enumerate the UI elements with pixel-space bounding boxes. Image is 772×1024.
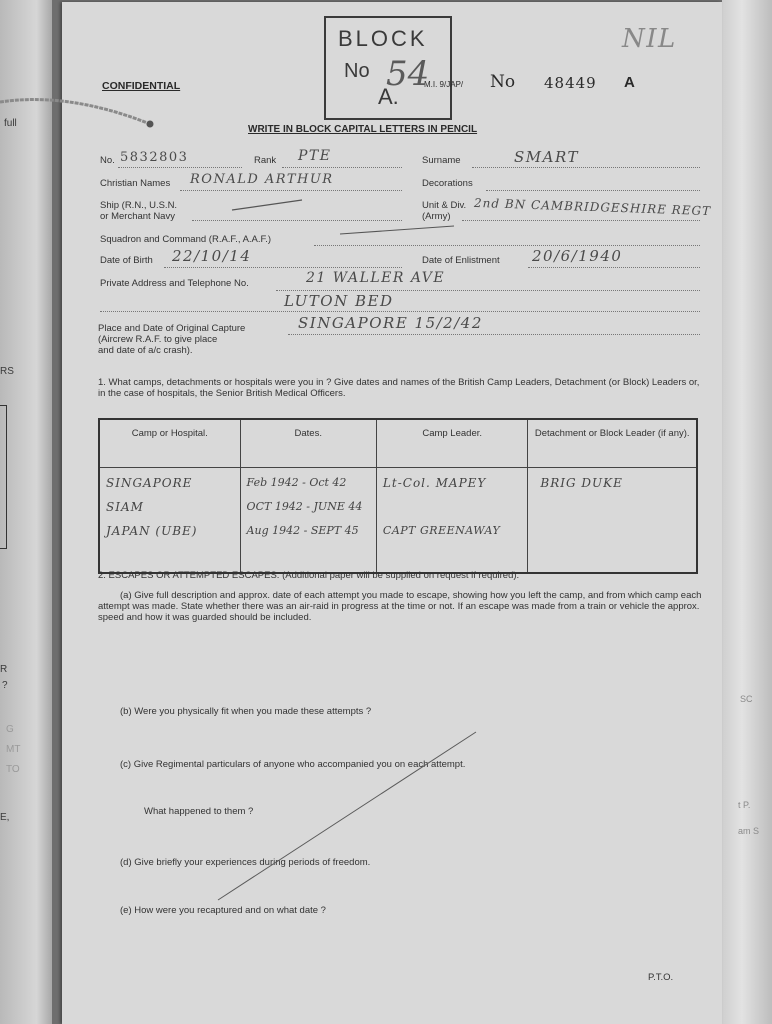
left-page-text: E, <box>0 812 10 823</box>
enlistment-label: Date of Enlistment <box>422 255 500 266</box>
binding-string <box>0 94 160 128</box>
header-camp-leader: Camp Leader. <box>376 419 528 468</box>
unit-label-2: (Army) <box>422 211 451 222</box>
stamp-a-text: A. <box>378 84 399 109</box>
question-2d: (d) Give briefly your experiences during periods of freedom. <box>120 857 371 868</box>
dates-column <box>240 468 376 574</box>
nil-note: NIL <box>622 24 677 54</box>
right-edge-text: SC <box>740 694 753 704</box>
detachment-leader-entry: BRIG DUKE <box>540 476 623 490</box>
camp-leader-column <box>376 468 528 574</box>
left-page-text: TO <box>6 764 20 775</box>
capture-value: SINGAPORE 15/2/42 <box>298 314 483 332</box>
christian-names-value: RONALD ARTHUR <box>190 172 334 187</box>
unit-label: Unit & Div. <box>422 200 467 211</box>
strike-through-line <box>212 728 482 904</box>
decorations-label: Decorations <box>422 178 473 189</box>
camp-entry: JAPAN (UBE) <box>106 524 198 538</box>
squadron-dash-mark <box>338 222 458 238</box>
camps-table-body <box>99 468 697 574</box>
block-stamp <box>324 16 452 120</box>
detachment-leader-column <box>528 468 697 574</box>
squadron-label: Squadron and Command (R.A.F., A.A.F.) <box>100 234 272 245</box>
service-number: 5832803 <box>120 150 189 165</box>
ship-label: Ship (R.N., U.S.N. <box>100 200 178 211</box>
left-page-text: full <box>4 118 17 129</box>
rank-value: PTE <box>298 148 332 164</box>
stamp-no-text: No <box>344 60 370 82</box>
left-page-box <box>0 405 7 549</box>
capture-label: Place and Date of Original Capture <box>98 323 246 334</box>
dob-label: Date of Birth <box>100 255 153 266</box>
rank-label: Rank <box>254 155 277 166</box>
right-edge-text: t P. <box>738 800 751 810</box>
question-2c: (c) Give Regimental particulars of anyone who accompanied you on each attempt. <box>120 759 466 770</box>
form-number: 48449 <box>544 74 597 92</box>
left-page-text: MT <box>6 744 21 755</box>
stamp-block-text: BLOCK <box>338 26 428 51</box>
left-page-text: ? <box>2 680 8 691</box>
ship-label-2: or Merchant Navy <box>100 211 175 222</box>
left-page-text: G <box>6 724 14 735</box>
date-entry: Feb 1942 - Oct 42 <box>246 476 347 489</box>
surname-label: Surname <box>422 155 461 166</box>
mi-reference: M.I. 9/JAP/ <box>424 80 464 89</box>
date-entry: OCT 1942 - JUNE 44 <box>246 500 363 513</box>
address-label: Private Address and Telephone No. <box>100 278 249 289</box>
camps-table <box>98 418 698 574</box>
header-detachment-leader: Detachment or Block Leader (if any). <box>528 419 697 468</box>
right-page-edge <box>722 0 772 1024</box>
stamp-number: 54 <box>386 54 430 94</box>
camps-column <box>99 468 240 574</box>
camps-table-header <box>99 419 697 468</box>
detachment-leader-entry <box>534 524 692 548</box>
unit-value: 2nd BN CAMBRIDGESHIRE REGT <box>473 195 712 219</box>
address-line-1: 21 WALLER AVE <box>306 270 446 286</box>
confidential-label: CONFIDENTIAL <box>102 80 181 92</box>
camp-leader-entry <box>383 500 524 524</box>
camp-leader-entry: Lt-Col. MAPEY <box>382 476 487 490</box>
form-sheet <box>62 2 722 1024</box>
no-label: No. <box>100 155 115 166</box>
pto-label: P.T.O. <box>648 972 674 983</box>
question-1: 1. What camps, detachments or hospitals were you in ? Give dates and names of the British Camp Leaders, Detachment (or Block) Leaders or, in the case of hospitals, the Senior British Medical Officers. <box>98 377 700 399</box>
dob-value: 22/10/14 <box>172 247 252 265</box>
date-entry: Aug 1942 - SEPT 45 <box>246 524 359 537</box>
left-page-edge <box>0 0 52 1024</box>
address-line-2: LUTON BED <box>284 292 394 310</box>
right-edge-text: am S <box>738 826 760 836</box>
surname-value: SMART <box>514 148 580 166</box>
header-camp: Camp or Hospital. <box>99 419 240 468</box>
enlistment-value: 20/6/1940 <box>532 247 623 265</box>
question-2-title: 2. ESCAPES OR ATTEMPTED ESCAPES. (Additional paper will be supplied on request if required). <box>98 570 520 581</box>
left-page-text: R <box>0 664 8 675</box>
number-label: No <box>490 72 516 92</box>
detachment-leader-entry <box>534 500 692 524</box>
camp-leader-entry: CAPT GREENAWAY <box>382 524 501 537</box>
instruction-heading: WRITE IN BLOCK CAPITAL LETTERS IN PENCIL <box>248 124 478 135</box>
form-suffix: A <box>624 74 635 91</box>
camp-entry: SIAM <box>106 500 144 514</box>
question-2a: (a) Give full description and approx. date of each attempt you made to escape, showing how you left the camp, and from which camp each attempt was made. State whether there was an air-raid in progress at the time or not. If an escape was made from a train or vehicle the approx. speed and how it was guarded should be included. <box>98 590 702 623</box>
christian-names-label: Christian Names <box>100 178 171 189</box>
ship-dash-mark <box>230 196 306 214</box>
capture-label-2: (Aircrew R.A.F. to give place <box>98 334 218 345</box>
question-2b: (b) Were you physically fit when you made these attempts ? <box>120 706 372 717</box>
camp-entry: SINGAPORE <box>106 476 193 490</box>
left-page-text: RS <box>0 366 14 377</box>
capture-label-3: and date of a/c crash). <box>98 345 193 356</box>
header-dates: Dates. <box>240 419 376 468</box>
question-2e: (e) How were you recaptured and on what date ? <box>120 905 326 916</box>
question-2c-followup: What happened to them ? <box>144 806 254 817</box>
